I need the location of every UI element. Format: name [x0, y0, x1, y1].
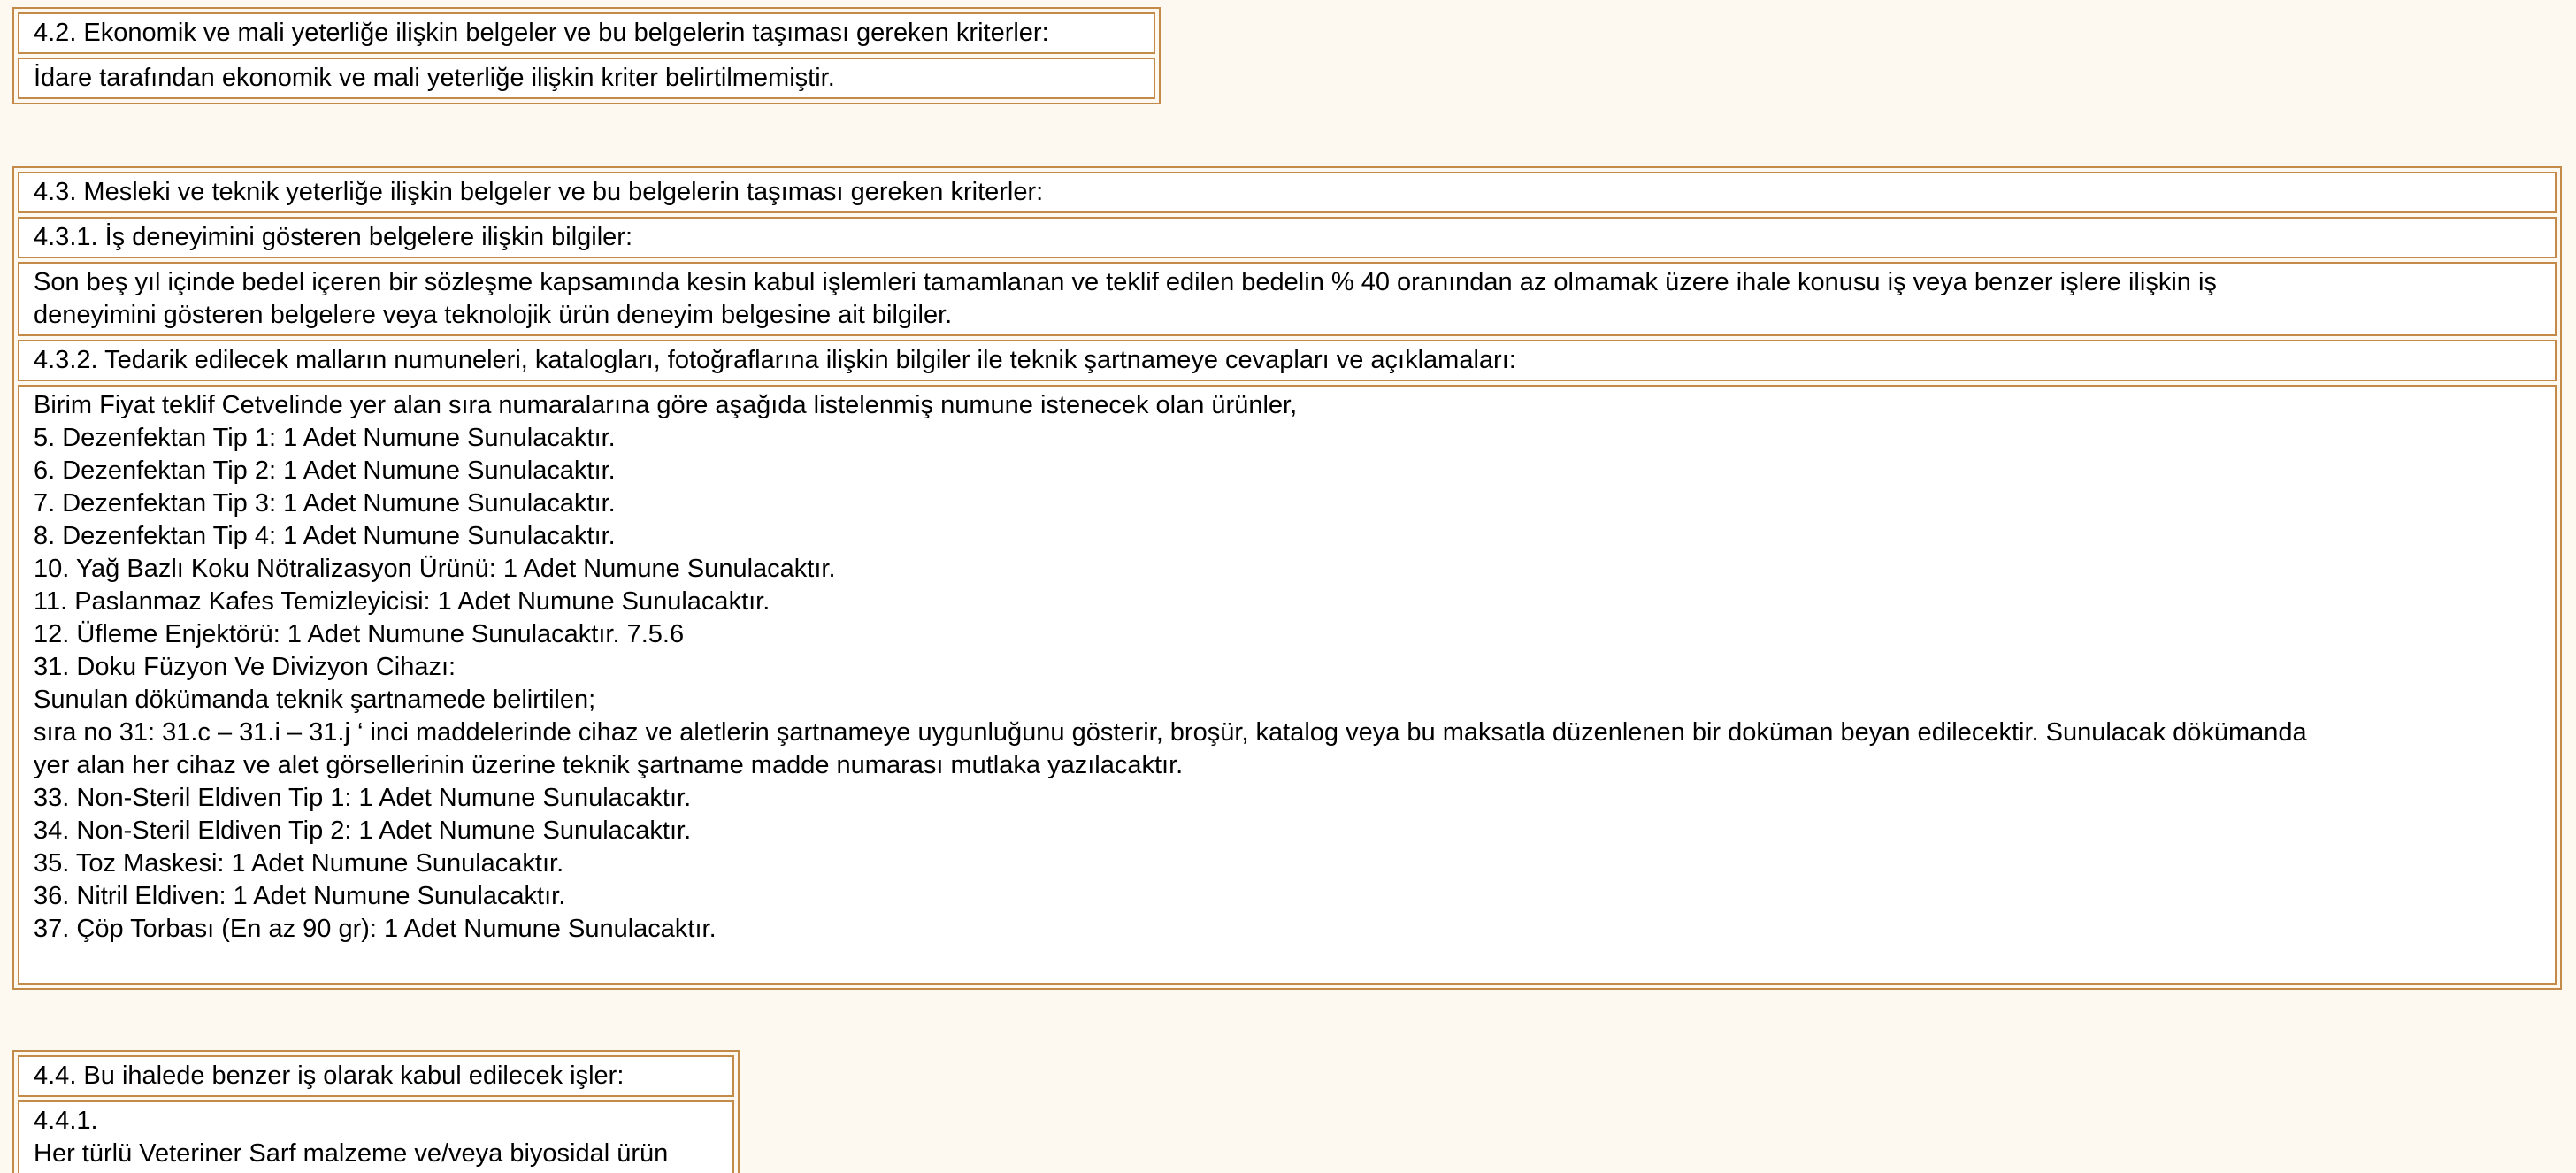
section-4-4-1-number: 4.4.1.	[34, 1107, 98, 1135]
section-4-3-2-body	[18, 385, 2557, 985]
list-item: 36. Nitril Eldiven: 1 Adet Numune Sunulacaktır.	[34, 882, 566, 910]
list-item: 35. Toz Maskesi: 1 Adet Numune Sunulacaktır.	[34, 849, 564, 878]
list-item: 33. Non-Steril Eldiven Tip 1: 1 Adet Numune Sunulacaktır.	[34, 784, 692, 812]
section-4-3-1-header: 4.3.1. İş deneyimini gösteren belgelere ilişkin bilgiler:	[18, 217, 2557, 258]
list-item: 37. Çöp Torbası (En az 90 gr): 1 Adet Numune Sunulacaktır.	[34, 915, 717, 943]
section-4-3-header: 4.3. Mesleki ve teknik yeterliğe ilişkin belgeler ve bu belgelerin taşıması gereken kriterler:	[18, 172, 2557, 213]
section-4-2-header: 4.2. Ekonomik ve mali yeterliğe ilişkin belgeler ve bu belgelerin taşıması gereken kriterler:	[18, 12, 1155, 54]
list-item: 11. Paslanmaz Kafes Temizleyicisi: 1 Adet Numune Sunulacaktır.	[34, 587, 770, 616]
section-4-2-table	[12, 7, 1161, 104]
list-item: yer alan her cihaz ve alet görsellerinin üzerine teknik şartname madde numarası mutlaka yazılacaktır.	[34, 751, 1184, 779]
list-item: sıra no 31: 31.c – 31.i – 31.j ‘ inci maddelerinde cihaz ve aletlerin şartnameye uygunluğunu gösterir, broşür, katalog veya bu maksatla düzenlenen bir doküman beyan edilecektir. Sunulacak dökümanda	[34, 718, 2307, 747]
section-4-4-1-body	[18, 1100, 734, 1173]
list-item: 31. Doku Füzyon Ve Divizyon Cihazı:	[34, 653, 456, 681]
list-item: 8. Dezenfektan Tip 4: 1 Adet Numune Sunulacaktır.	[34, 522, 616, 550]
section-4-4-table	[12, 1050, 740, 1173]
section-4-2-body: İdare tarafından ekonomik ve mali yeterliğe ilişkin kriter belirtilmemiştir.	[18, 58, 1155, 99]
section-4-4-header: 4.4. Bu ihalede benzer iş olarak kabul edilecek işler:	[18, 1055, 734, 1097]
list-item: 12. Üfleme Enjektörü: 1 Adet Numune Sunulacaktır. 7.5.6	[34, 620, 685, 648]
section-4-4-1-text: Her türlü Veteriner Sarf malzeme ve/veya biyosidal ürün	[34, 1139, 669, 1168]
list-item: 5. Dezenfektan Tip 1: 1 Adet Numune Sunulacaktır.	[34, 424, 616, 452]
list-item: 34. Non-Steril Eldiven Tip 2: 1 Adet Numune Sunulacaktır.	[34, 816, 692, 845]
list-item: Birim Fiyat teklif Cetvelinde yer alan sıra numaralarına göre aşağıda listelenmiş numune istenecek olan ürünler,	[34, 391, 1298, 419]
section-4-3-2-header: 4.3.2. Tedarik edilecek malların numuneleri, katalogları, fotoğraflarına ilişkin bilgiler ile teknik şartnameye cevapları ve açıklamaları:	[18, 340, 2557, 381]
section-4-3-table	[12, 166, 2562, 990]
section-4-3-1-body-line: Son beş yıl içinde bedel içeren bir sözleşme kapsamında kesin kabul işlemleri tamamlanan ve teklif edilen bedelin % 40 oranından az olmamak üzere ihale konusu iş veya benzer işlere ilişkin iş	[34, 268, 2217, 296]
section-4-3-1-body-line: deneyimini gösteren belgelere veya teknolojik ürün deneyim belgesine ait bilgiler.	[34, 301, 953, 329]
list-item: 10. Yağ Bazlı Koku Nötralizasyon Ürünü: 1 Adet Numune Sunulacaktır.	[34, 555, 836, 583]
list-item: Sunulan dökümanda teknik şartnamede belirtilen;	[34, 686, 596, 714]
list-item: 6. Dezenfektan Tip 2: 1 Adet Numune Sunulacaktır.	[34, 456, 616, 485]
section-4-3-1-body	[18, 262, 2557, 336]
list-item: 7. Dezenfektan Tip 3: 1 Adet Numune Sunulacaktır.	[34, 489, 616, 518]
